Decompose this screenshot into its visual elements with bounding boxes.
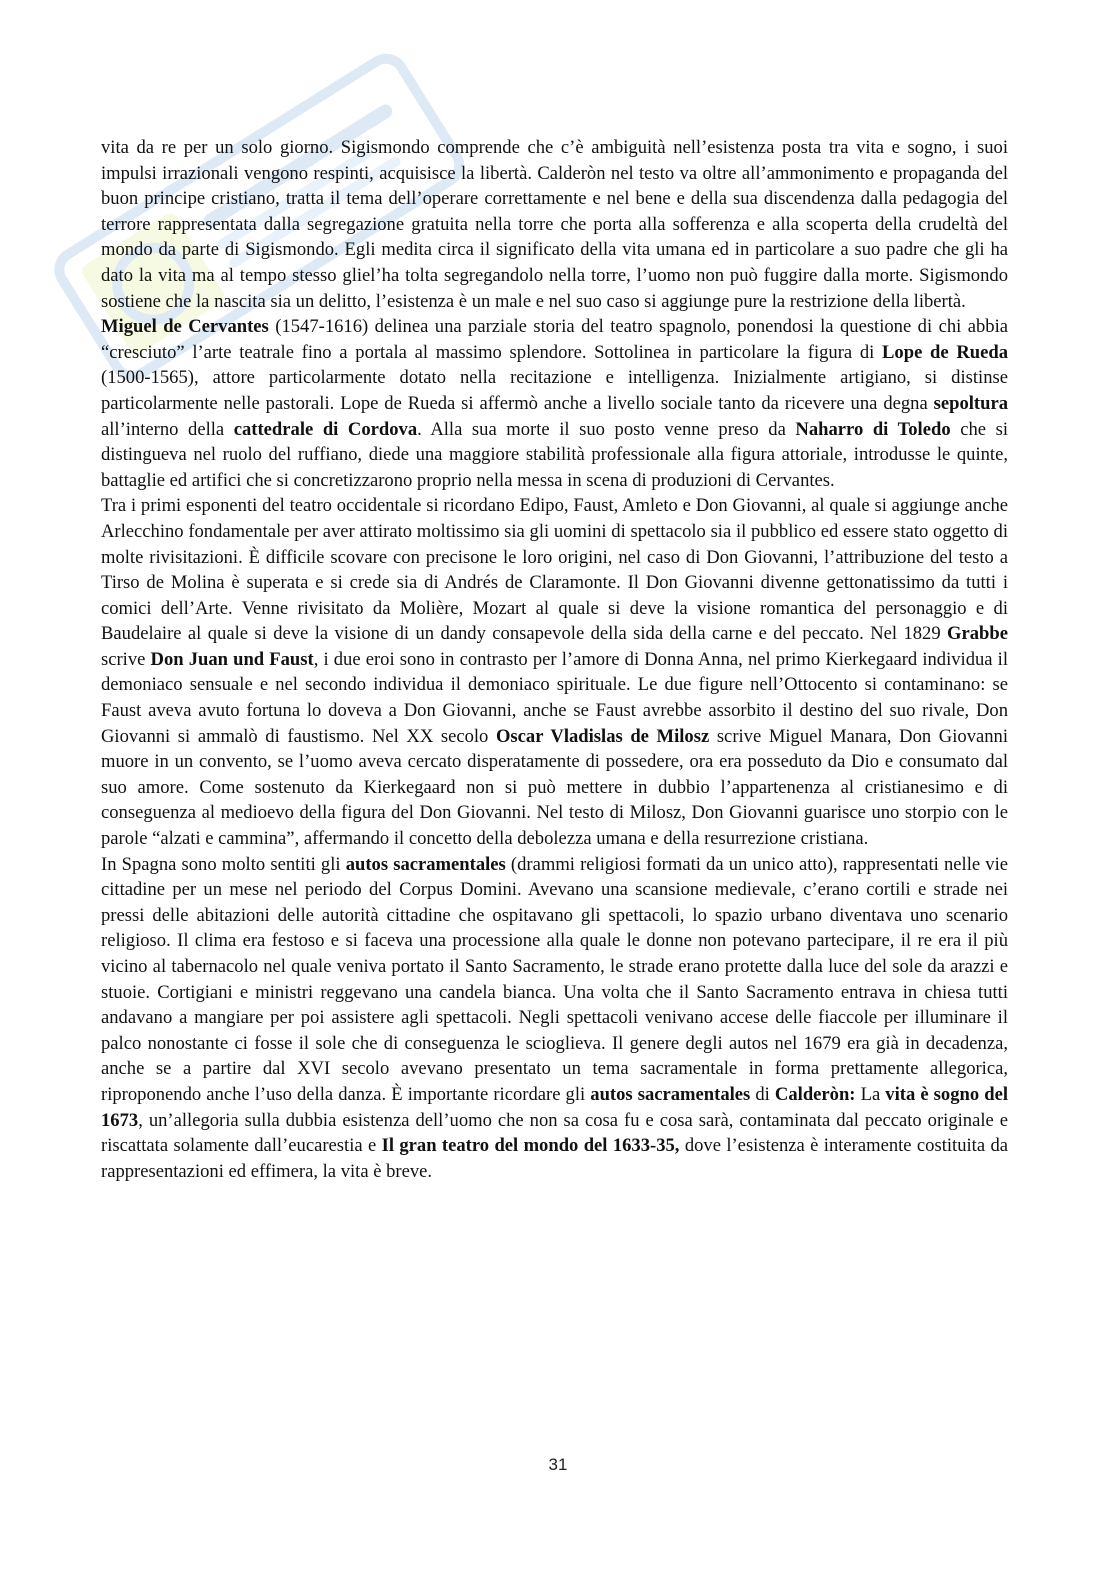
bold-text: autos sacramentales: [345, 853, 506, 875]
text-run: . Alla sua morte il suo posto venne preso da: [417, 418, 796, 440]
text-run: La: [855, 1083, 886, 1105]
text-run: (1547-1616) delinea una parziale storia del teatro spagnolo, ponendosi la questione di chi abbia “cresciuto” l’arte teatrale fino a portala al massimo splendore. Sottolinea in particolare la figura di: [101, 316, 1009, 363]
text-run: Tra i primi esponenti del teatro occidentale si ricordano Edipo, Faust, Amleto e Don Giovanni, al quale si aggiunge anche Arlecchino fondamentale per aver attirato moltissimo sia gli uomini di spettacolo sia il pubblico ed essere stato oggetto di molte rivisitazioni. È difficile scovare con precisone le loro origini, nel caso di Don Giovanni, l’attribuzione del testo a Tirso de Molina è superata e si crede sia di Andrés de Claramonte. Il Don Giovanni divenne gettonatissimo da tutti i comici dell’Arte. Venne rivisitato da Molière, Mozart al quale si deve la visione romantica del personaggio e di Baudelaire al quale si deve la visione di un dandy consapevole della sida della carne e del peccato. Nel 1829: [101, 495, 1008, 645]
bold-text: Naharro di Toledo: [795, 418, 951, 440]
text-run: In Spagna sono molto sentiti gli: [101, 853, 346, 875]
bold-text: Il gran teatro del mondo del 1633-35,: [381, 1135, 680, 1157]
bold-text: Calderòn:: [774, 1083, 856, 1105]
paragraph: [101, 852, 1008, 1185]
bold-text: Don Juan und Faust: [150, 648, 314, 670]
text-run: vita da re per un solo giorno. Sigismondo comprende che c’è ambiguità nell’esistenza posta tra vita e sogno, i suoi impulsi irrazionali vengono respinti, acquisisce la libertà. Calderòn nel testo va oltre all’ammonimento e propaganda del buon principe cristiano, tratta il tema dell’operare correttamente e nel bene e della sua discendenza dalla pedagogia del terrore rappresentata dalla segregazione gratuita nella torre che porta alla sofferenza e alla scoperta della crudeltà del mondo da parte di Sigismondo. Egli medita circa il significato della vita umana ed in particolare a suo padre che gli ha dato la vita ma al tempo stesso gliel’ha tolta segregandolo nella torre, l’uomo non può fuggire dalla morte. Sigismondo sostiene che la nascita sia un delitto, l’esistenza è un male e nel suo caso si aggiunge pure la restrizione della libertà.: [101, 137, 1008, 312]
text-run: all’interno della: [101, 418, 234, 440]
bold-text: Miguel de Cervantes: [101, 316, 269, 338]
text-run: dove l’esistenza è interamente costituita da rappresentazioni ed effimera, la vita è breve.: [101, 1135, 1008, 1182]
document-body: [101, 135, 1008, 1184]
text-run: , un’allegoria sulla dubbia esistenza dell’uomo che non sa cosa fu e cosa sarà, contaminata dal peccato originale e riscattata solamente dall’eucarestia e: [101, 1109, 1008, 1157]
text-run: che si distingueva nel ruolo del ruffiano, diede una maggiore stabilità professionale alla figura attoriale, introdusse le quinte, battaglie ed artifici che si concretizzarono proprio nella messa in scena di produzioni di Cervantes.: [101, 418, 1008, 491]
paragraph: [101, 135, 1008, 314]
bold-text: cattedrale di Cordova: [233, 418, 418, 440]
text-run: (1500-1565), attore particolarmente dotato nella recitazione e intelligenza. Inizialmente artigiano, si distinse particolarmente nelle pastorali. Lope de Rueda si affermò anche a livello sociale tanto da ricevere una degna: [101, 367, 1008, 414]
bold-text: Oscar Vladislas de Milosz: [495, 725, 710, 747]
bold-text: Grabbe: [947, 623, 1008, 645]
text-run: scrive: [101, 648, 151, 670]
text-run: , i due eroi sono in contrasto per l’amore di Donna Anna, nel primo Kierkegaard individua il demoniaco sensuale e nel secondo individua il demoniaco spirituale. Le due figure nell’Ottocento si contaminano: se Faust aveva avuto fortuna lo doveva a Don Giovanni, anche se Faust avrebbe assorbito il destino del suo rivale, Don Giovanni si ammalò di faustismo. Nel XX secolo: [101, 648, 1009, 747]
text-run: (drammi religiosi formati da un unico atto), rappresentati nelle vie cittadine per un mese nel periodo del Corpus Domini. Avevano una scansione medievale, c’erano cortili e strade nei pressi delle abitazioni delle autorità cittadine che ospitavano gli spettacoli, lo spazio urbano diventava uno scenario religioso. Il clima era festoso e si faceva una processione alla quale le donne non potevano parteciparе, il re era il più vicino al tabernacolo nel quale veniva portato il Santo Sacramento, le strade erano protette dalla luce del sole da arazzi e stuoie. Cortigiani e ministri reggevano una candela bianca. Una volta che il Santo Sacramento entrava in chiesa tutti andavano a mangiare per poi assistere agli spettacoli. Negli spettacoli venivano accese delle fiaccole per illuminare il palco nonostante ci fosse il sole che di conseguenza le scioglieva. Il genere degli autos nel 1679 era già in decadenza, anche se a partire dal XVI secolo avevano presentato un tema sacramentale in forma prettamente allegorica, riproponendo anche l’uso della danza. È importante ricordare gli: [101, 853, 1008, 1105]
bold-text: vita è sogno del 1673: [101, 1083, 1008, 1131]
text-run: scrive Miguel Manara, Don Giovanni muore in un convento, se l’uomo aveva cercato disperatamente di possedere, ora era posseduto da Dio e consumato dal suo amore. Come sostenuto da Kierkegaard non si può mettere in dubbio l’appartenenza al cristianesimo e di conseguenza al medioevo della figura del Don Giovanni. Nel testo di Milosz, Don Giovanni guarisce uno storpio con le parole “alzati e cammina”, affermando il concetto della debolezza umana e della resurrezione cristiana.: [101, 725, 1009, 850]
bold-text: autos sacramentales: [590, 1083, 751, 1105]
paragraph: [101, 314, 1008, 493]
text-run: di: [750, 1083, 775, 1105]
bold-text: sepoltura: [933, 392, 1008, 414]
paragraph: [101, 493, 1008, 851]
bold-text: Lope de Rueda: [882, 341, 1008, 363]
page-number: 31: [548, 1455, 568, 1474]
